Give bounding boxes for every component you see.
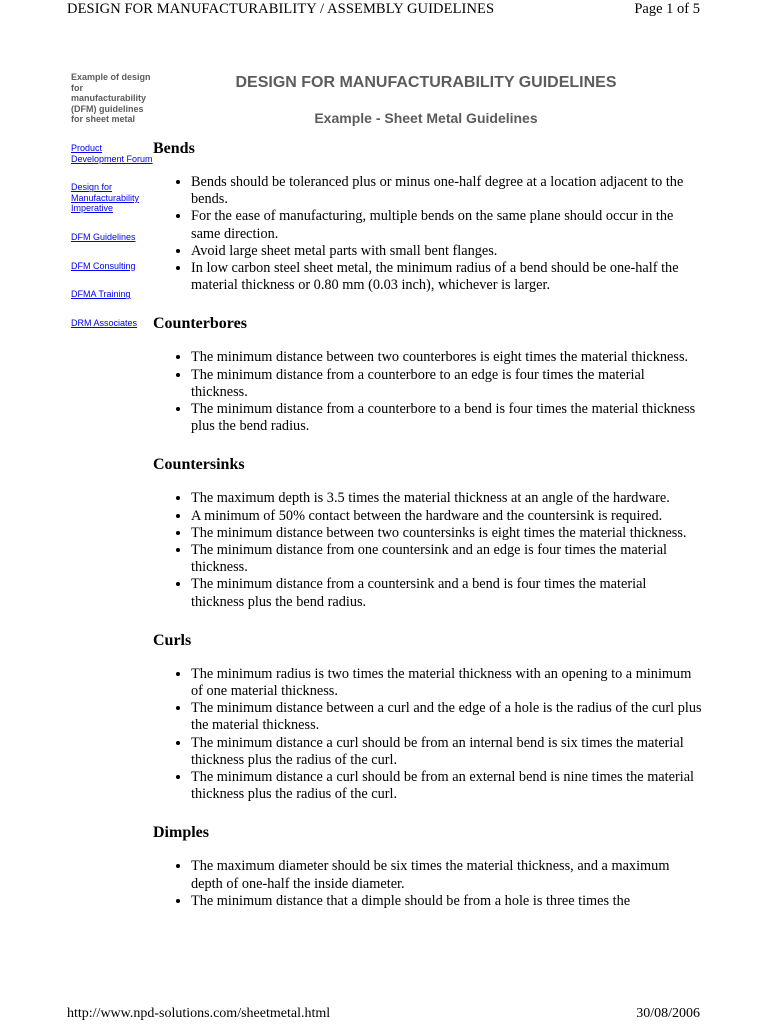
section-heading: Countersinks bbox=[153, 456, 245, 474]
list-item: • Avoid large sheet metal parts with small bent flanges. bbox=[191, 243, 703, 260]
section-heading: Counterbores bbox=[153, 315, 247, 333]
page-header-title: DESIGN FOR MANUFACTURABILITY / ASSEMBLY GUIDELINES bbox=[67, 1, 495, 17]
list-item: • The minimum distance from a counterbore to a bend is four times the material thickness plus the bend radius. bbox=[191, 401, 703, 435]
list-item: • The maximum diameter should be six times the material thickness, and a maximum depth of one-half the inside diameter. bbox=[191, 858, 703, 892]
page-number: Page 1 of 5 bbox=[634, 1, 700, 17]
list-item: • The minimum distance from a counterbore to an edge is four times the material thickness. bbox=[191, 367, 703, 401]
list-item: • The minimum distance between two counterbores is eight times the material thickness. bbox=[191, 349, 703, 366]
list-item: • For the ease of manufacturing, multiple bends on the same plane should occur in the same direction. bbox=[191, 208, 703, 242]
section-counterbores bbox=[153, 314, 703, 435]
bullet-list bbox=[153, 666, 703, 804]
list-item: • The minimum radius is two times the material thickness with an opening to a minimum of one material thickness. bbox=[191, 666, 703, 700]
section-bends bbox=[153, 139, 703, 294]
list-item: • The minimum distance between a curl and the edge of a hole is the radius of the curl plus the material thickness. bbox=[191, 700, 703, 734]
footer-date: 30/08/2006 bbox=[636, 1006, 700, 1021]
list-item: • A minimum of 50% contact between the hardware and the countersink is required. bbox=[191, 508, 703, 525]
section-dimples bbox=[153, 823, 703, 910]
page-title: DESIGN FOR MANUFACTURABILITY GUIDELINES bbox=[235, 74, 617, 91]
sidebar-description: Example of design for manufacturability (DFM) guidelines for sheet metal bbox=[71, 72, 151, 125]
section-curls bbox=[153, 631, 703, 804]
page-subtitle: Example - Sheet Metal Guidelines bbox=[314, 110, 538, 126]
list-item: • Bends should be toleranced plus or minus one-half degree at a location adjacent to the bends. bbox=[191, 174, 703, 208]
sidebar-link-dfm-guidelines[interactable]: DFM Guidelines bbox=[71, 231, 136, 242]
bullet-list bbox=[153, 174, 703, 294]
list-item: • In low carbon steel sheet metal, the minimum radius of a bend should be one-half the material thickness or 0.80 mm (0.03 inch), whichever is larger. bbox=[191, 260, 703, 294]
section-heading: Bends bbox=[153, 140, 195, 157]
sidebar-link-product-development-forum[interactable]: Product Development Forum bbox=[71, 142, 153, 164]
sidebar-link-dfm-imperative[interactable]: Design for Manufacturability Imperative bbox=[71, 182, 140, 214]
sidebar-link-dfma-training[interactable]: DFMA Training bbox=[71, 289, 131, 300]
list-item: • The minimum distance a curl should be from an external bend is nine times the material thickness plus the radius of the curl. bbox=[191, 769, 703, 803]
bullet-list bbox=[153, 858, 703, 910]
bullet-list bbox=[153, 490, 703, 610]
bullet-list bbox=[153, 349, 703, 435]
footer-url: http://www.npd-solutions.com/sheetmetal.html bbox=[67, 1006, 331, 1021]
guidelines-content bbox=[153, 139, 703, 930]
sidebar-link-dfm-consulting[interactable]: DFM Consulting bbox=[71, 260, 136, 271]
section-countersinks bbox=[153, 455, 703, 610]
sidebar-link-drm-associates[interactable]: DRM Associates bbox=[71, 317, 138, 328]
list-item: • The maximum depth is 3.5 times the material thickness at an angle of the hardware. bbox=[191, 490, 703, 507]
list-item: • The minimum distance from a countersink and a bend is four times the material thickness plus the bend radius. bbox=[191, 576, 703, 610]
list-item: • The minimum distance from one countersink and an edge is four times the material thickness. bbox=[191, 542, 703, 576]
list-item: • The minimum distance that a dimple should be from a hole is three times the bbox=[191, 893, 703, 910]
list-item: • The minimum distance between two countersinks is eight times the material thickness. bbox=[191, 525, 703, 542]
sidebar bbox=[71, 72, 153, 346]
section-heading: Dimples bbox=[153, 824, 209, 842]
section-heading: Curls bbox=[153, 631, 192, 649]
list-item: • The minimum distance a curl should be from an internal bend is six times the material thickness plus the radius of the curl. bbox=[191, 735, 703, 769]
